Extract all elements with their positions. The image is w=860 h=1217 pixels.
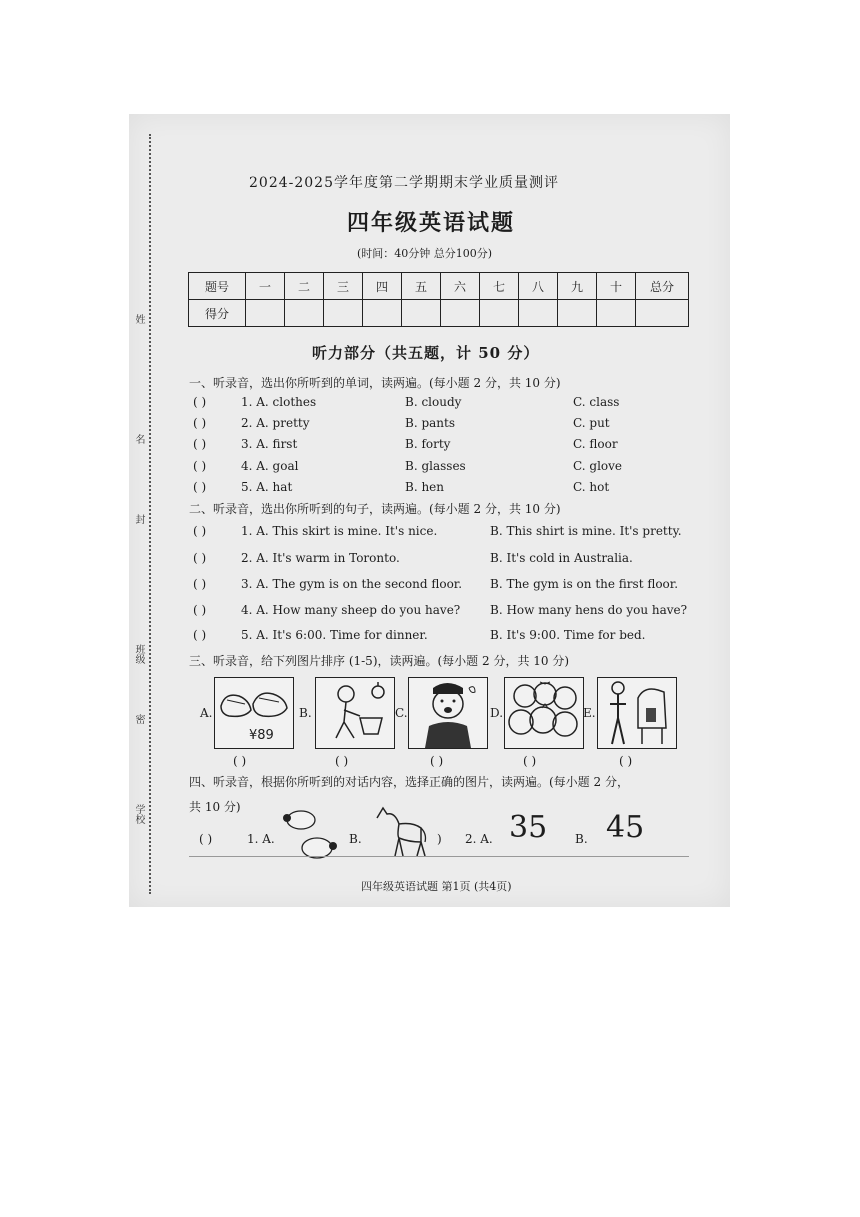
page-footer: 四年级英语试题 第1页 (共4页) [361, 880, 512, 893]
option-a: 3. A. first [241, 437, 298, 451]
score-cell: 五 [402, 273, 441, 300]
exam-page [129, 114, 730, 907]
score-cell: 四 [363, 273, 402, 300]
score-cell: 十 [597, 273, 636, 300]
score-input-cell[interactable] [441, 300, 480, 327]
score-input-cell[interactable] [324, 300, 363, 327]
boy-eating-picture [408, 677, 488, 749]
boy-eating-icon [409, 678, 487, 748]
option-c: C. class [573, 395, 620, 409]
shoes-picture [214, 677, 294, 749]
q2-option-a-label: 2. A. [465, 832, 493, 846]
answer-blank[interactable]: ( ) [335, 754, 349, 768]
binding-dotted-line [149, 134, 151, 894]
binding-label-class: 班级 [133, 644, 144, 664]
q1-option-a-label: 1. A. [247, 832, 275, 846]
option-a: 2. A. It's warm in Toronto. [241, 551, 400, 565]
option-a: 1. A. clothes [241, 395, 317, 409]
answer-blank[interactable]: ( ) [523, 754, 537, 768]
answer-blank[interactable]: ( ) [619, 754, 633, 768]
number-45: 45 [606, 810, 645, 845]
part4-heading-line2: 共 10 分) [189, 800, 241, 814]
option-c: C. floor [573, 437, 618, 451]
picture-letter-d: D. [490, 706, 504, 720]
score-input-cell[interactable] [402, 300, 441, 327]
score-cell: 一 [246, 273, 285, 300]
listening-section-title: 听力部分（共五题，计 50 分） [312, 344, 540, 362]
score-table-header-row [189, 273, 689, 300]
score-cell: 九 [558, 273, 597, 300]
answer-blank[interactable]: ( ) [193, 480, 207, 494]
tomatoes-picture [504, 677, 584, 749]
q2-option-b-label: B. [575, 832, 588, 846]
boy-sofa-picture [597, 677, 677, 749]
option-b: B. cloudy [405, 395, 462, 409]
exam-time-score: (时间：40分钟 总分100分) [357, 247, 493, 260]
binding-label-name: 姓 [133, 314, 144, 324]
part2-heading: 二、听录音，选出你所听到的句子，读两遍。(每小题 2 分，共 10 分) [189, 502, 561, 516]
option-b: B. glasses [405, 459, 466, 473]
option-b: B. forty [405, 437, 451, 451]
option-a: 3. A. The gym is on the second floor. [241, 577, 463, 591]
answer-blank[interactable]: ( ) [430, 754, 444, 768]
answer-blank[interactable]: ) [437, 832, 442, 846]
gardening-picture [315, 677, 395, 749]
sheep-icon [279, 804, 349, 864]
score-input-cell[interactable] [363, 300, 402, 327]
score-cell: 六 [441, 273, 480, 300]
option-c: C. put [573, 416, 610, 430]
picture-letter-a: A. [200, 706, 213, 720]
price-label: ¥89 [249, 728, 274, 743]
answer-blank[interactable]: ( ) [193, 551, 207, 565]
option-a: 5. A. hat [241, 480, 293, 494]
answer-blank[interactable]: ( ) [193, 459, 207, 473]
horse-icon [369, 804, 429, 860]
answer-blank[interactable]: ( ) [193, 416, 207, 430]
option-a: 4. A. goal [241, 459, 299, 473]
score-input-cell[interactable] [480, 300, 519, 327]
answer-blank[interactable]: ( ) [193, 628, 207, 642]
score-input-cell[interactable] [636, 300, 689, 327]
part1-heading: 一、听录音，选出你所听到的单词，读两遍。(每小题 2 分，共 10 分) [189, 376, 561, 390]
answer-blank[interactable]: ( ) [233, 754, 247, 768]
divider-line [189, 856, 689, 857]
picture-letter-e: E. [583, 706, 596, 720]
option-a: 4. A. How many sheep do you have? [241, 603, 461, 617]
score-cell: 三 [324, 273, 363, 300]
option-b: B. The gym is on the first floor. [490, 577, 679, 591]
score-cell: 总分 [636, 273, 689, 300]
part4-heading-line1: 四、听录音，根据你所听到的对话内容，选择正确的图片，读两遍。(每小题 2 分， [189, 775, 629, 789]
option-a: 2. A. pretty [241, 416, 310, 430]
exam-term-title: 2024-2025学年度第二学期期末学业质量测评 [249, 175, 559, 191]
exam-title: 四年级英语试题 [347, 210, 516, 236]
option-b: B. It's cold in Australia. [490, 551, 633, 565]
picture-letter-c: C. [395, 706, 408, 720]
score-input-cell[interactable] [285, 300, 324, 327]
q1-option-b-label: B. [349, 832, 362, 846]
number-35: 35 [509, 810, 548, 845]
score-input-cell[interactable] [558, 300, 597, 327]
answer-blank[interactable]: ( ) [193, 524, 207, 538]
option-b: B. How many hens do you have? [490, 603, 688, 617]
binding-label-school: 学校 [133, 804, 144, 824]
answer-blank[interactable]: ( ) [193, 577, 207, 591]
option-c: C. glove [573, 459, 623, 473]
score-cell: 八 [519, 273, 558, 300]
option-a: 5. A. It's 6:00. Time for dinner. [241, 628, 428, 642]
score-row-label: 得分 [189, 300, 246, 327]
option-a: 1. A. This skirt is mine. It's nice. [241, 524, 438, 538]
part3-heading: 三、听录音，给下列图片排序 (1-5)，读两遍。(每小题 2 分，共 10 分) [189, 654, 570, 668]
binding-label-seal: 封 [133, 514, 144, 524]
picture-letter-b: B. [299, 706, 312, 720]
girl-gardening-icon [316, 678, 394, 748]
binding-label-secret: 密 [133, 714, 144, 724]
binding-label-ming: 名 [133, 434, 144, 444]
score-cell: 七 [480, 273, 519, 300]
score-input-cell[interactable] [246, 300, 285, 327]
boy-sofa-icon [598, 678, 676, 748]
option-b: B. pants [405, 416, 455, 430]
score-table [188, 272, 689, 327]
option-b: B. hen [405, 480, 445, 494]
option-b: B. This shirt is mine. It's pretty. [490, 524, 682, 538]
score-input-cell[interactable] [597, 300, 636, 327]
score-cell: 二 [285, 273, 324, 300]
score-cell: 题号 [189, 273, 246, 300]
answer-blank[interactable]: ( ) [199, 832, 213, 846]
answer-blank[interactable]: ( ) [193, 395, 207, 409]
answer-blank[interactable]: ( ) [193, 437, 207, 451]
score-input-cell[interactable] [519, 300, 558, 327]
option-b: B. It's 9:00. Time for bed. [490, 628, 646, 642]
tomatoes-icon [505, 678, 583, 748]
score-table-score-row [189, 300, 689, 327]
option-c: C. hot [573, 480, 610, 494]
answer-blank[interactable]: ( ) [193, 603, 207, 617]
